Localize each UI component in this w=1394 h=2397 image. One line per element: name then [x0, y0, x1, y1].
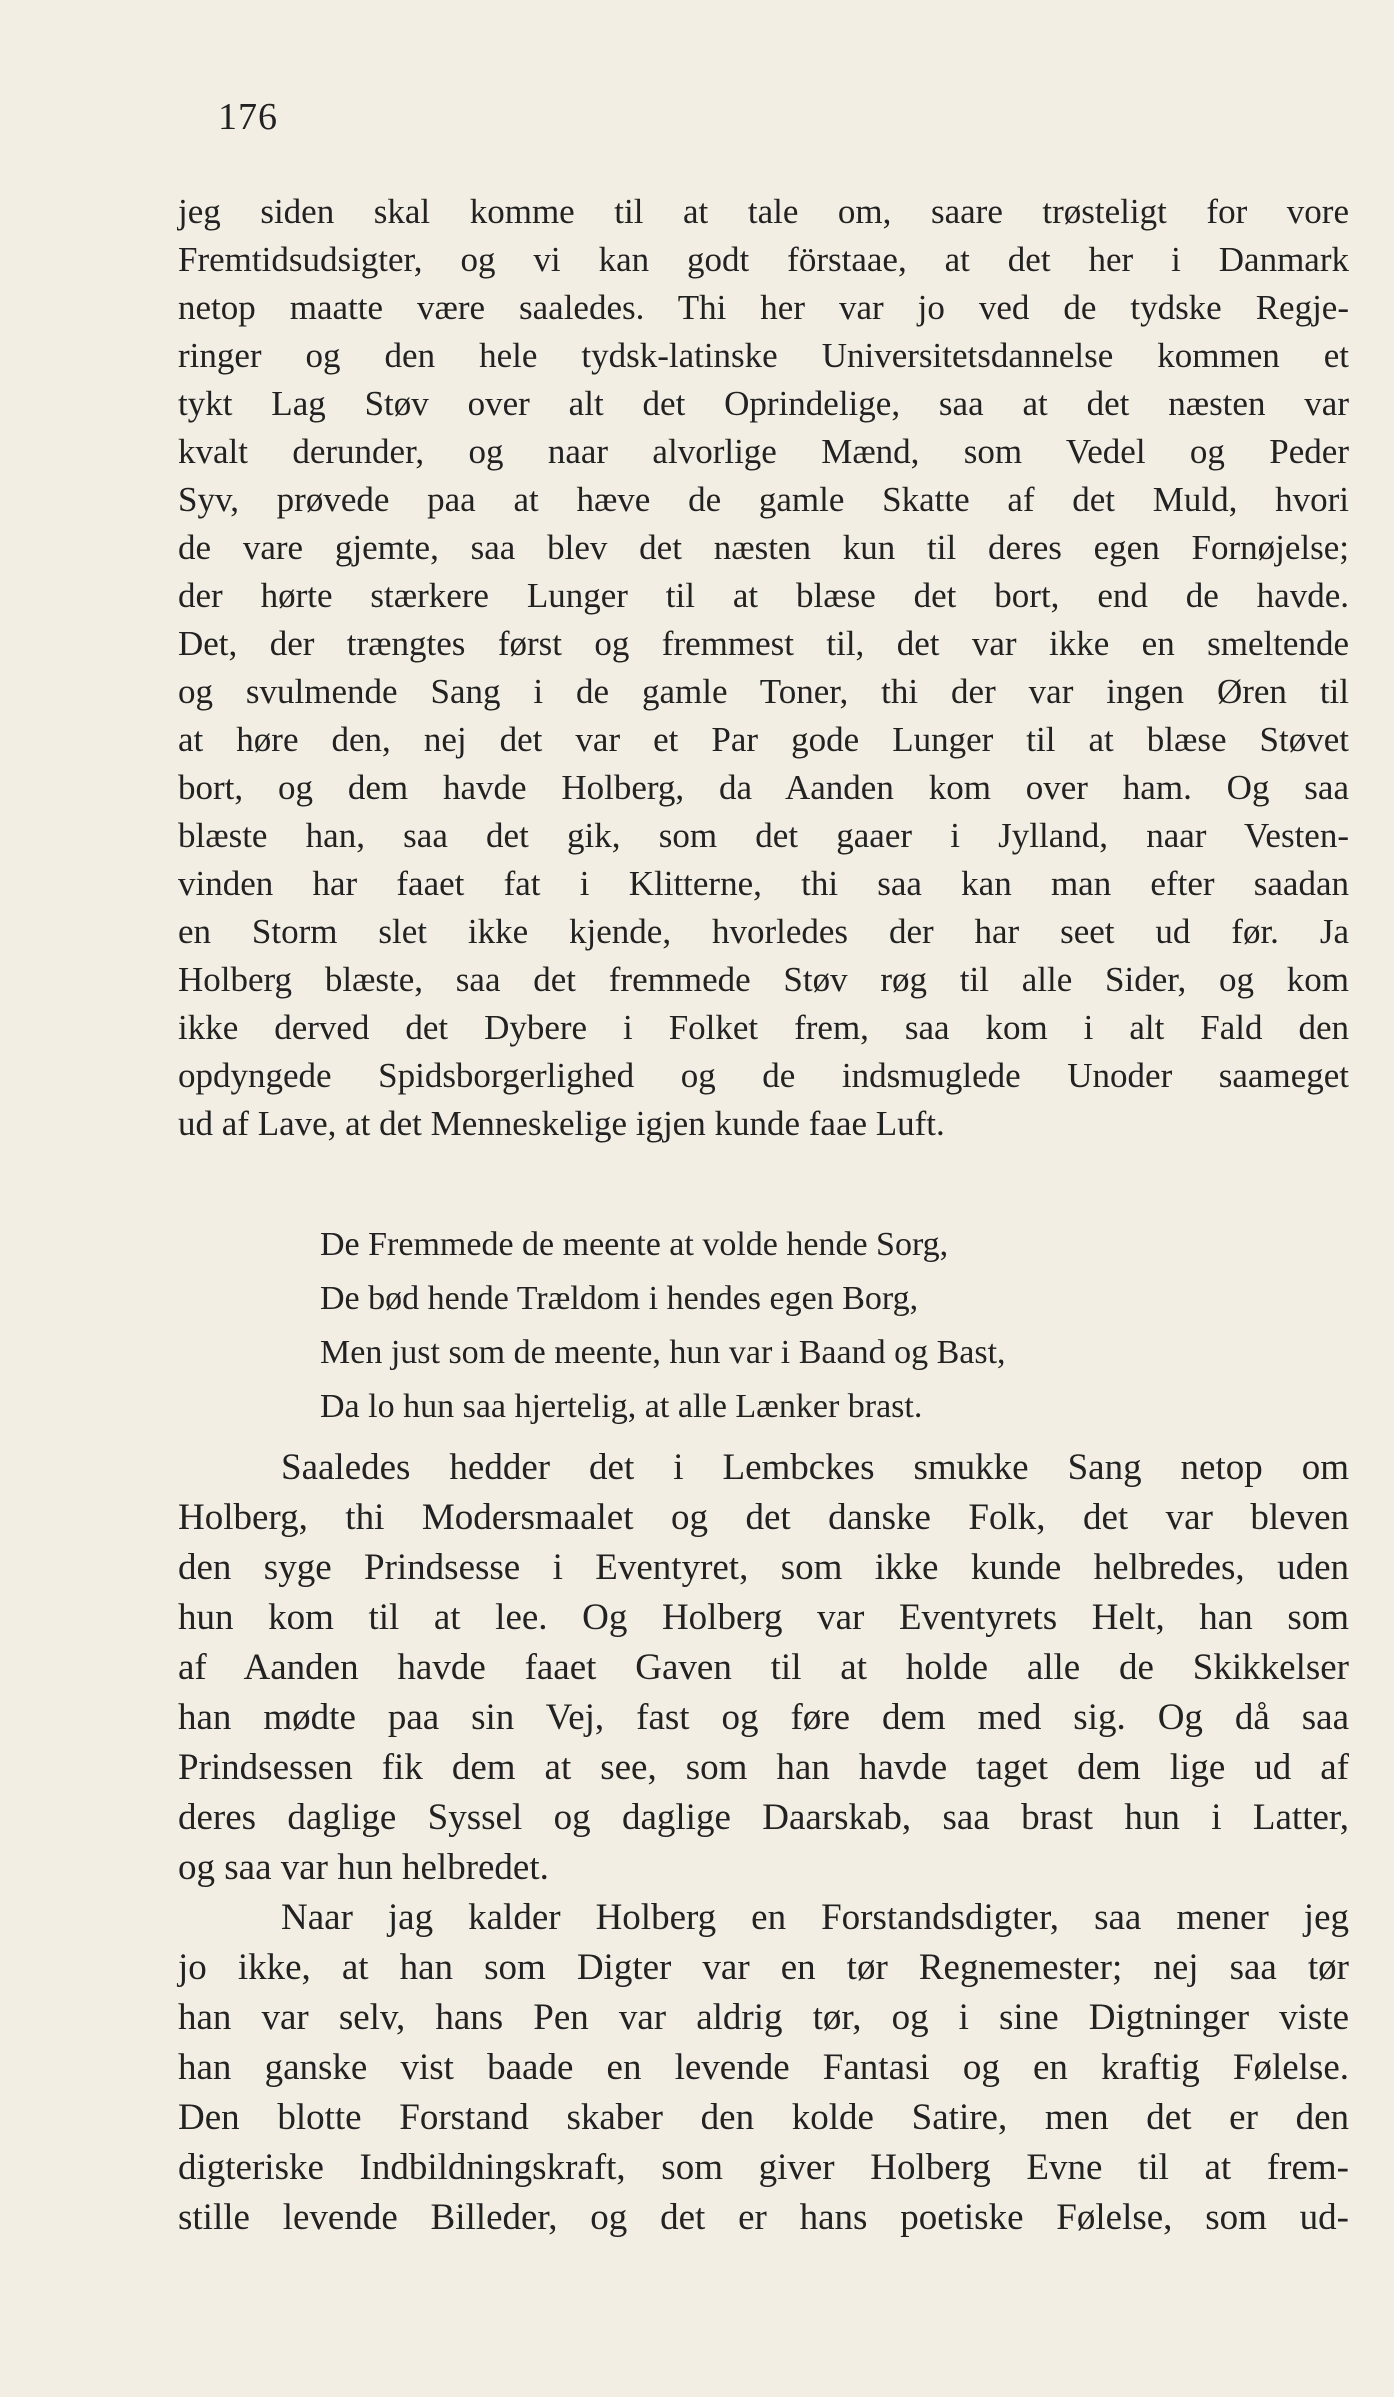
- text-line: bort, og dem havde Holberg, da Aanden kom over ham. Og saa: [178, 768, 1349, 807]
- verse-line: De bød hende Trældom i hendes egen Borg,: [320, 1280, 919, 1317]
- text-line: og saa var hun helbredet.: [178, 1847, 549, 1888]
- text-line: af Aanden havde faaet Gaven til at holde alle de Skikkelser: [178, 1647, 1349, 1688]
- text-line: Saaledes hedder det i Lembckes smukke Sang netop om: [281, 1447, 1349, 1488]
- text-line: Fremtidsudsigter, og vi kan godt förstaae, at det her i Danmark: [178, 240, 1349, 279]
- text-line: han ganske vist baade en levende Fantasi og en kraftig Følelse.: [178, 2047, 1349, 2088]
- text-line: Det, der trængtes først og fremmest til, det var ikke en smeltende: [178, 624, 1349, 663]
- paragraph-block-lembcke: [178, 1443, 1349, 2243]
- text-line: hun kom til at lee. Og Holberg var Eventyrets Helt, han som: [178, 1597, 1349, 1638]
- text-line: opdyngede Spidsborgerlighed og de indsmuglede Unoder saameget: [178, 1056, 1349, 1095]
- text-line: vinden har faaet fat i Klitterne, thi saa kan man efter saadan: [178, 864, 1349, 903]
- text-line: Holberg blæste, saa det fremmede Støv røg til alle Sider, og kom: [178, 960, 1349, 999]
- text-line: stille levende Billeder, og det er hans poetiske Følelse, som ud-: [178, 2197, 1349, 2238]
- text-line: jo ikke, at han som Digter var en tør Regnemester; nej saa tør: [178, 1947, 1349, 1988]
- text-line: en Storm slet ikke kjende, hvorledes der har seet ud før. Ja: [178, 912, 1349, 951]
- text-line: netop maatte være saaledes. Thi her var jo ved de tydske Regje-: [178, 288, 1349, 327]
- text-line: digteriske Indbildningskraft, som giver Holberg Evne til at frem-: [178, 2147, 1349, 2188]
- text-line: at høre den, nej det var et Par gode Lunger til at blæse Støvet: [178, 720, 1349, 759]
- verse-line: Men just som de meente, hun var i Baand og Bast,: [320, 1334, 1006, 1371]
- text-line: Syv, prøvede paa at hæve de gamle Skatte af det Muld, hvori: [178, 480, 1349, 519]
- text-line: tykt Lag Støv over alt det Oprindelige, saa at det næsten var: [178, 384, 1349, 423]
- text-line: Holberg, thi Modersmaalet og det danske Folk, det var bleven: [178, 1497, 1349, 1538]
- page-number: 176: [218, 96, 278, 138]
- text-line: deres daglige Syssel og daglige Daarskab, saa brast hun i Latter,: [178, 1797, 1349, 1838]
- text-line: ikke derved det Dybere i Folket frem, saa kom i alt Fald den: [178, 1008, 1349, 1047]
- text-line: og svulmende Sang i de gamle Toner, thi der var ingen Øren til: [178, 672, 1349, 711]
- text-line: blæste han, saa det gik, som det gaaer i Jylland, naar Vesten-: [178, 816, 1349, 855]
- text-line: Den blotte Forstand skaber den kolde Satire, men det er den: [178, 2097, 1349, 2138]
- text-line: Naar jag kalder Holberg en Forstandsdigter, saa mener jeg: [281, 1897, 1349, 1938]
- verse-line: Da lo hun saa hjertelig, at alle Lænker brast.: [320, 1388, 923, 1425]
- text-line: ringer og den hele tydsk-latinske Universitetsdannelse kommen et: [178, 336, 1349, 375]
- text-line: han mødte paa sin Vej, fast og føre dem med sig. Og då saa: [178, 1697, 1349, 1738]
- verse-quotation: [320, 1218, 1220, 1434]
- text-line: der hørte stærkere Lunger til at blæse det bort, end de havde.: [178, 576, 1349, 615]
- text-line: kvalt derunder, og naar alvorlige Mænd, som Vedel og Peder: [178, 432, 1349, 471]
- text-line: ud af Lave, at det Menneskelige igjen kunde faae Luft.: [178, 1104, 945, 1143]
- paragraph-holberg-dust: [178, 188, 1349, 1148]
- text-line: han var selv, hans Pen var aldrig tør, og i sine Digtninger viste: [178, 1997, 1349, 2038]
- text-line: jeg siden skal komme til at tale om, saare trøsteligt for vore: [178, 192, 1349, 231]
- text-line: de vare gjemte, saa blev det næsten kun til deres egen Fornøjelse;: [178, 528, 1349, 567]
- verse-line: De Fremmede de meente at volde hende Sorg,: [320, 1226, 949, 1263]
- text-line: den syge Prindsesse i Eventyret, som ikke kunde helbredes, uden: [178, 1547, 1349, 1588]
- text-line: Prindsessen fik dem at see, som han havde taget dem lige ud af: [178, 1747, 1349, 1788]
